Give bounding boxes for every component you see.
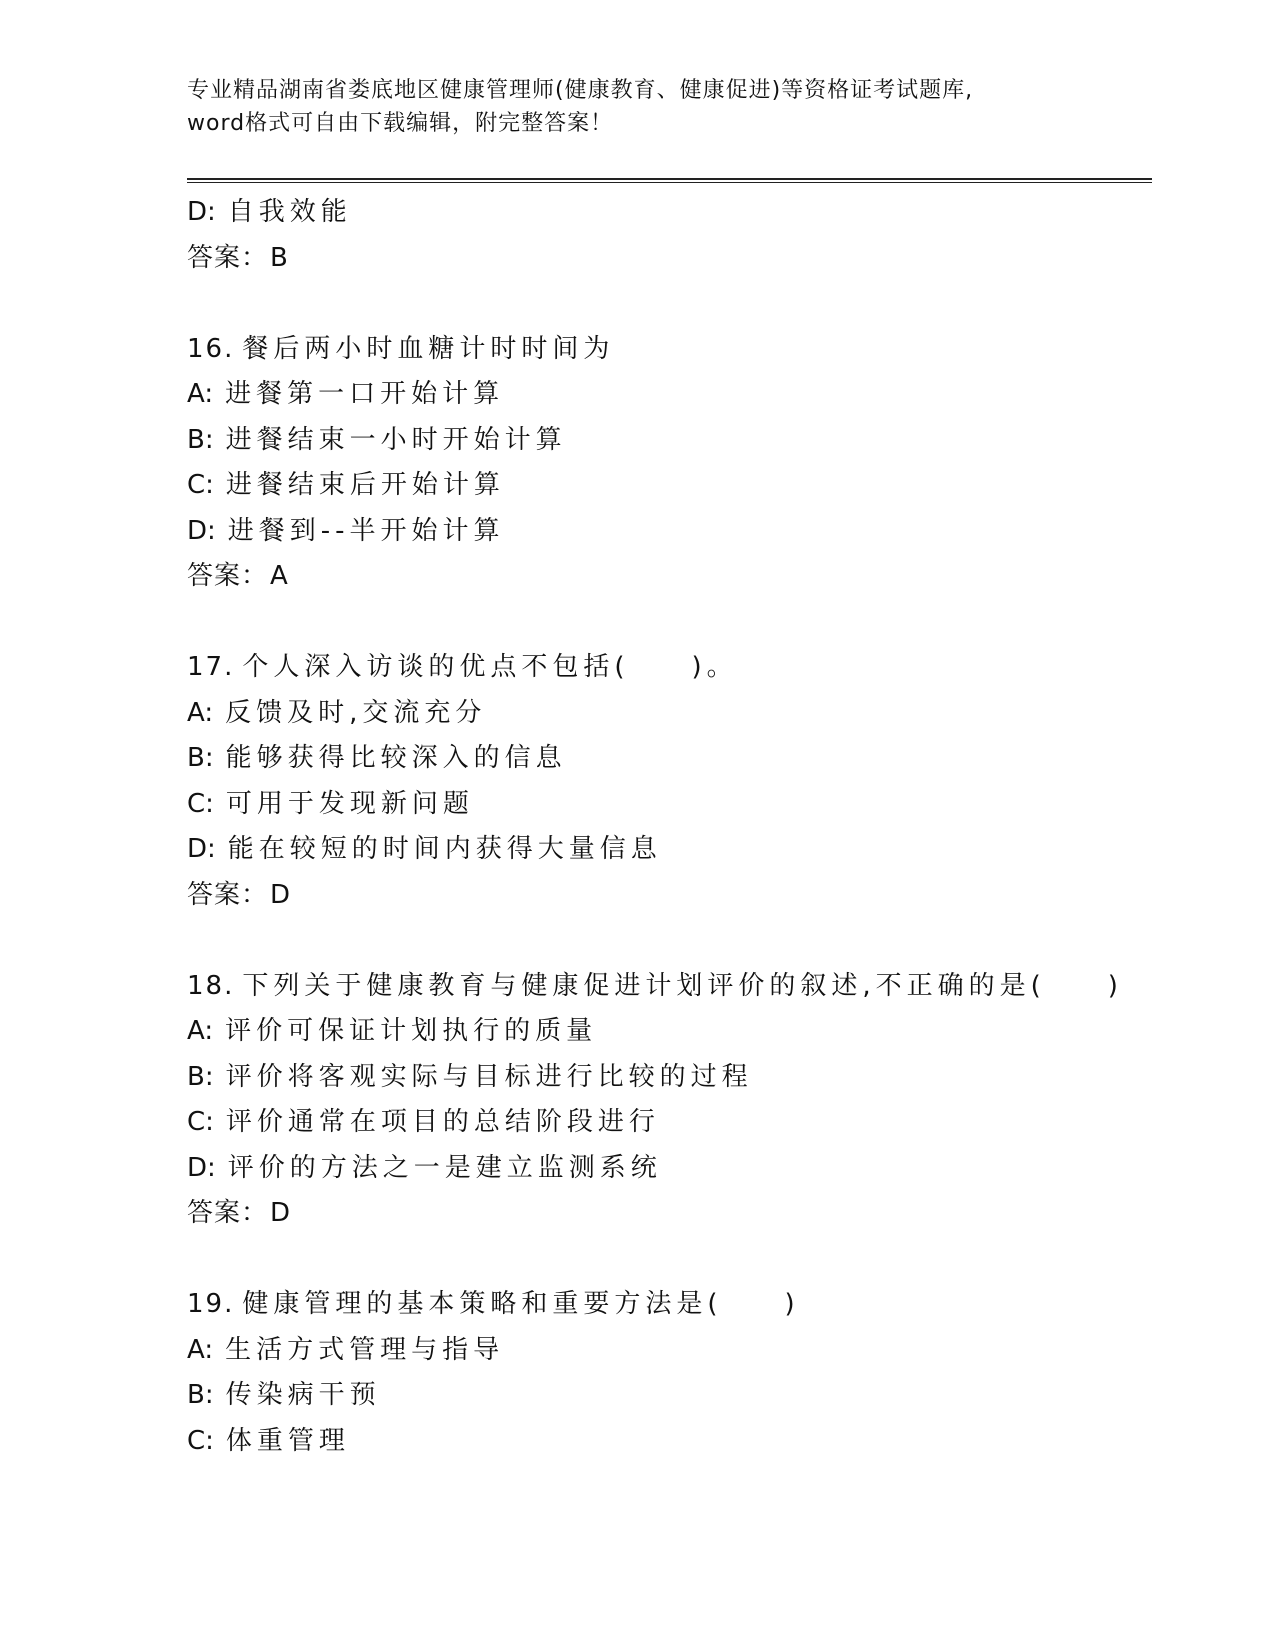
question-line [187, 1282, 1147, 1328]
option-text: 评价可保证计划执行的质量 [225, 1016, 598, 1046]
option-line [187, 190, 1147, 236]
answer-value: D [270, 1198, 292, 1228]
option-letter: B: [187, 1061, 214, 1092]
question-number: 16. [187, 333, 235, 364]
option-letter: C: [187, 788, 214, 819]
option-text: 进餐结束后开始计算 [225, 470, 505, 500]
option-line [187, 418, 1147, 464]
option-letter: C: [187, 1425, 214, 1456]
answer-line [187, 236, 1147, 282]
option-text: 可用于发现新问题 [225, 788, 474, 819]
header-divider-thick [187, 178, 1152, 180]
spacer [187, 918, 1147, 964]
answer-value: A [270, 561, 289, 591]
option-line [187, 1055, 1147, 1101]
option-letter: A: [187, 1334, 214, 1365]
answer-line [187, 1191, 1147, 1237]
option-text: 进餐结束一小时开始计算 [225, 424, 567, 455]
option-text: 进餐第一口开始计算 [225, 379, 505, 409]
option-letter: B: [187, 1380, 214, 1410]
question-line [187, 327, 1147, 373]
answer-value: B [270, 242, 289, 273]
option-letter: C: [187, 470, 214, 500]
question-text: 健康管理的基本策略和重要方法是( ) [242, 1289, 800, 1319]
option-line [187, 509, 1147, 555]
header-line-1: 专业精品湖南省娄底地区健康管理师(健康教育、健康促进)等资格证考试题库, [187, 78, 974, 103]
option-line [187, 1100, 1147, 1146]
question-number: 19. [187, 1289, 235, 1319]
answer-value: D [270, 879, 292, 910]
option-text: 能够获得比较深入的信息 [225, 743, 567, 773]
option-letter: D: [187, 515, 216, 546]
option-line [187, 372, 1147, 418]
answer-line [187, 554, 1147, 600]
option-line [187, 736, 1147, 782]
option-text: 能在较短的时间内获得大量信息 [227, 834, 662, 864]
option-line [187, 1146, 1147, 1192]
option-letter: A: [187, 379, 214, 409]
option-text: 体重管理 [225, 1425, 350, 1456]
spacer [187, 281, 1147, 327]
option-letter: B: [187, 743, 214, 773]
option-letter: A: [187, 697, 214, 728]
question-line [187, 645, 1147, 691]
option-letter: B: [187, 424, 214, 455]
option-text: 评价通常在项目的总结阶段进行 [225, 1107, 660, 1137]
option-line [187, 782, 1147, 828]
option-line [187, 827, 1147, 873]
answer-label: 答案： [187, 561, 269, 591]
option-line [187, 691, 1147, 737]
option-letter: D: [187, 197, 216, 227]
option-text: 评价将客观实际与目标进行比较的过程 [225, 1061, 753, 1092]
answer-line [187, 873, 1147, 919]
answer-label: 答案： [187, 879, 269, 910]
answer-label: 答案： [187, 1198, 269, 1228]
option-line [187, 1373, 1147, 1419]
question-text: 餐后两小时血糖计时时间为 [242, 333, 615, 364]
spacer [187, 600, 1147, 646]
option-letter: D: [187, 834, 216, 864]
question-number: 17. [187, 652, 235, 682]
option-line [187, 463, 1147, 509]
document-header [187, 74, 1107, 140]
option-letter: A: [187, 1016, 214, 1046]
question-text: 个人深入访谈的优点不包括( )。 [242, 652, 738, 682]
option-line [187, 1009, 1147, 1055]
option-letter: C: [187, 1107, 214, 1137]
option-text: 传染病干预 [225, 1380, 381, 1410]
option-text: 反馈及时,交流充分 [225, 697, 487, 728]
option-line [187, 1328, 1147, 1374]
spacer [187, 1237, 1147, 1283]
option-text: 自我效能 [227, 197, 352, 227]
header-divider-thin [187, 182, 1152, 183]
question-text: 下列关于健康教育与健康促进计划评价的叙述,不正确的是( ) [242, 970, 1123, 1001]
header-line-2: word格式可自由下载编辑，附完整答案！ [187, 111, 614, 136]
option-text: 生活方式管理与指导 [225, 1334, 505, 1365]
question-number: 18. [187, 970, 235, 1001]
answer-label: 答案： [187, 242, 269, 273]
option-text: 评价的方法之一是建立监测系统 [227, 1152, 662, 1183]
question-line [187, 964, 1147, 1010]
option-line [187, 1419, 1147, 1465]
option-text: 进餐到--半开始计算 [227, 515, 505, 546]
option-letter: D: [187, 1152, 216, 1183]
question-list [187, 190, 1147, 1464]
